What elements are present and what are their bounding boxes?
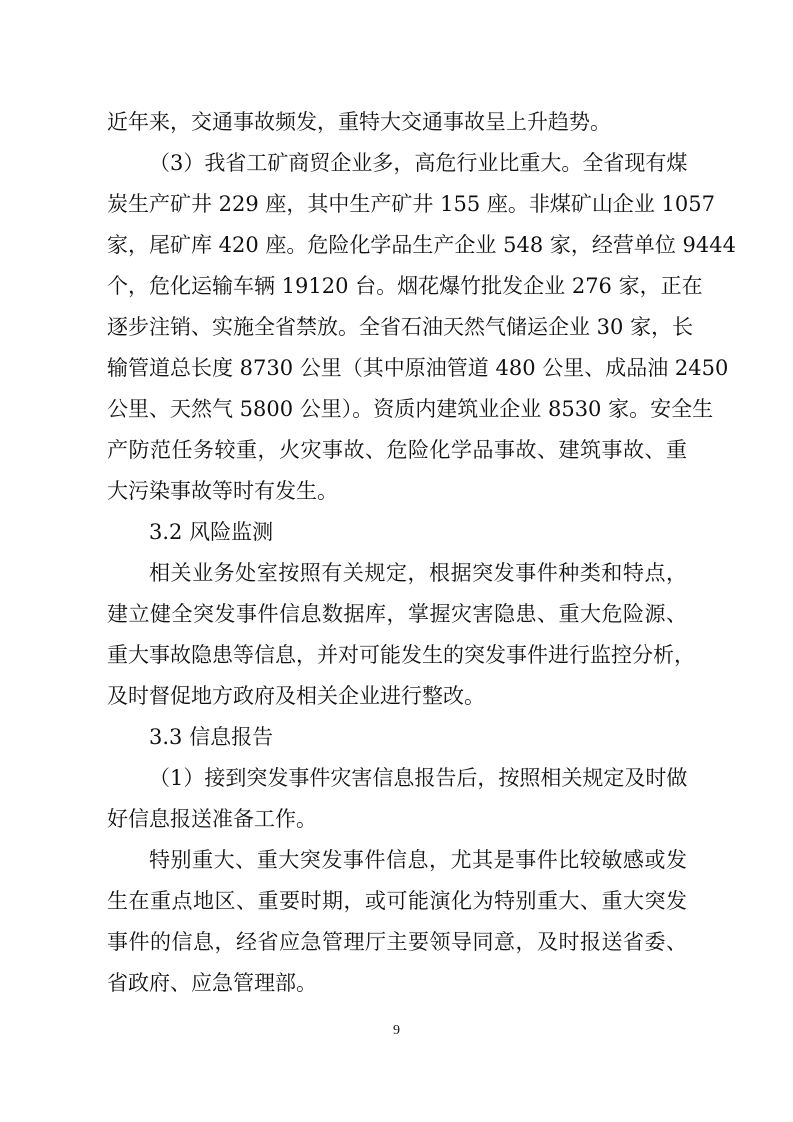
paragraph-line: 好信息报送准备工作。 [107, 807, 317, 831]
paragraph-line: （3）我省工矿商贸企业多，高危行业比重大。全省现有煤 [149, 151, 688, 175]
paragraph-line: 省政府、应急管理部。 [107, 971, 317, 995]
paragraph-line: 个，危化运输车辆 19120 台。烟花爆竹批发企业 276 家，正在 [107, 274, 703, 298]
paragraph-line: 及时督促地方政府及相关企业进行整改。 [107, 684, 485, 708]
paragraph-line: （1）接到突发事件灾害信息报告后，按照相关规定及时做 [149, 766, 688, 790]
paragraph-line: 近年来，交通事故频发，重特大交通事故呈上升趋势。 [107, 110, 611, 134]
paragraph-line: 建立健全突发事件信息数据库，掌握灾害隐患、重大危险源、 [107, 602, 687, 626]
paragraph-line: 逐步注销、实施全省禁放。全省石油天然气储运企业 30 家，长 [107, 315, 694, 339]
document-body [107, 110, 736, 1014]
paragraph-line: 特别重大、重大突发事件信息，尤其是事件比较敏感或发 [149, 848, 687, 872]
page-number: 9 [393, 1023, 400, 1038]
paragraph-line: 相关业务处室按照有关规定，根据突发事件种类和特点， [149, 561, 687, 585]
paragraph-line: 输管道总长度 8730 公里（其中原油管道 480 公里、成品油 2450 [107, 356, 729, 380]
paragraph-line: 家，尾矿库 420 座。危险化学品生产企业 548 家，经营单位 9444 [107, 233, 736, 257]
paragraph-line: 公里、天然气 5800 公里）。资质内建筑业企业 8530 家。安全生 [107, 397, 714, 421]
paragraph-line: 事件的信息，经省应急管理厅主要领导同意，及时报送省委、 [107, 930, 687, 954]
paragraph-line: 产防范任务较重，火灾事故、危险化学品事故、建筑事故、重 [107, 438, 687, 462]
paragraph-line: 大污染事故等时有发生。 [107, 479, 338, 503]
section-heading-3-3: 3.3 信息报告 [149, 725, 274, 749]
section-heading-3-2: 3.2 风险监测 [149, 520, 274, 544]
paragraph-line: 炭生产矿井 229 座，其中生产矿井 155 座。非煤矿山企业 1057 [107, 192, 715, 216]
paragraph-line: 重大事故隐患等信息，并对可能发生的突发事件进行监控分析， [107, 643, 695, 667]
paragraph-line: 生在重点地区、重要时期，或可能演化为特别重大、重大突发 [107, 889, 687, 913]
